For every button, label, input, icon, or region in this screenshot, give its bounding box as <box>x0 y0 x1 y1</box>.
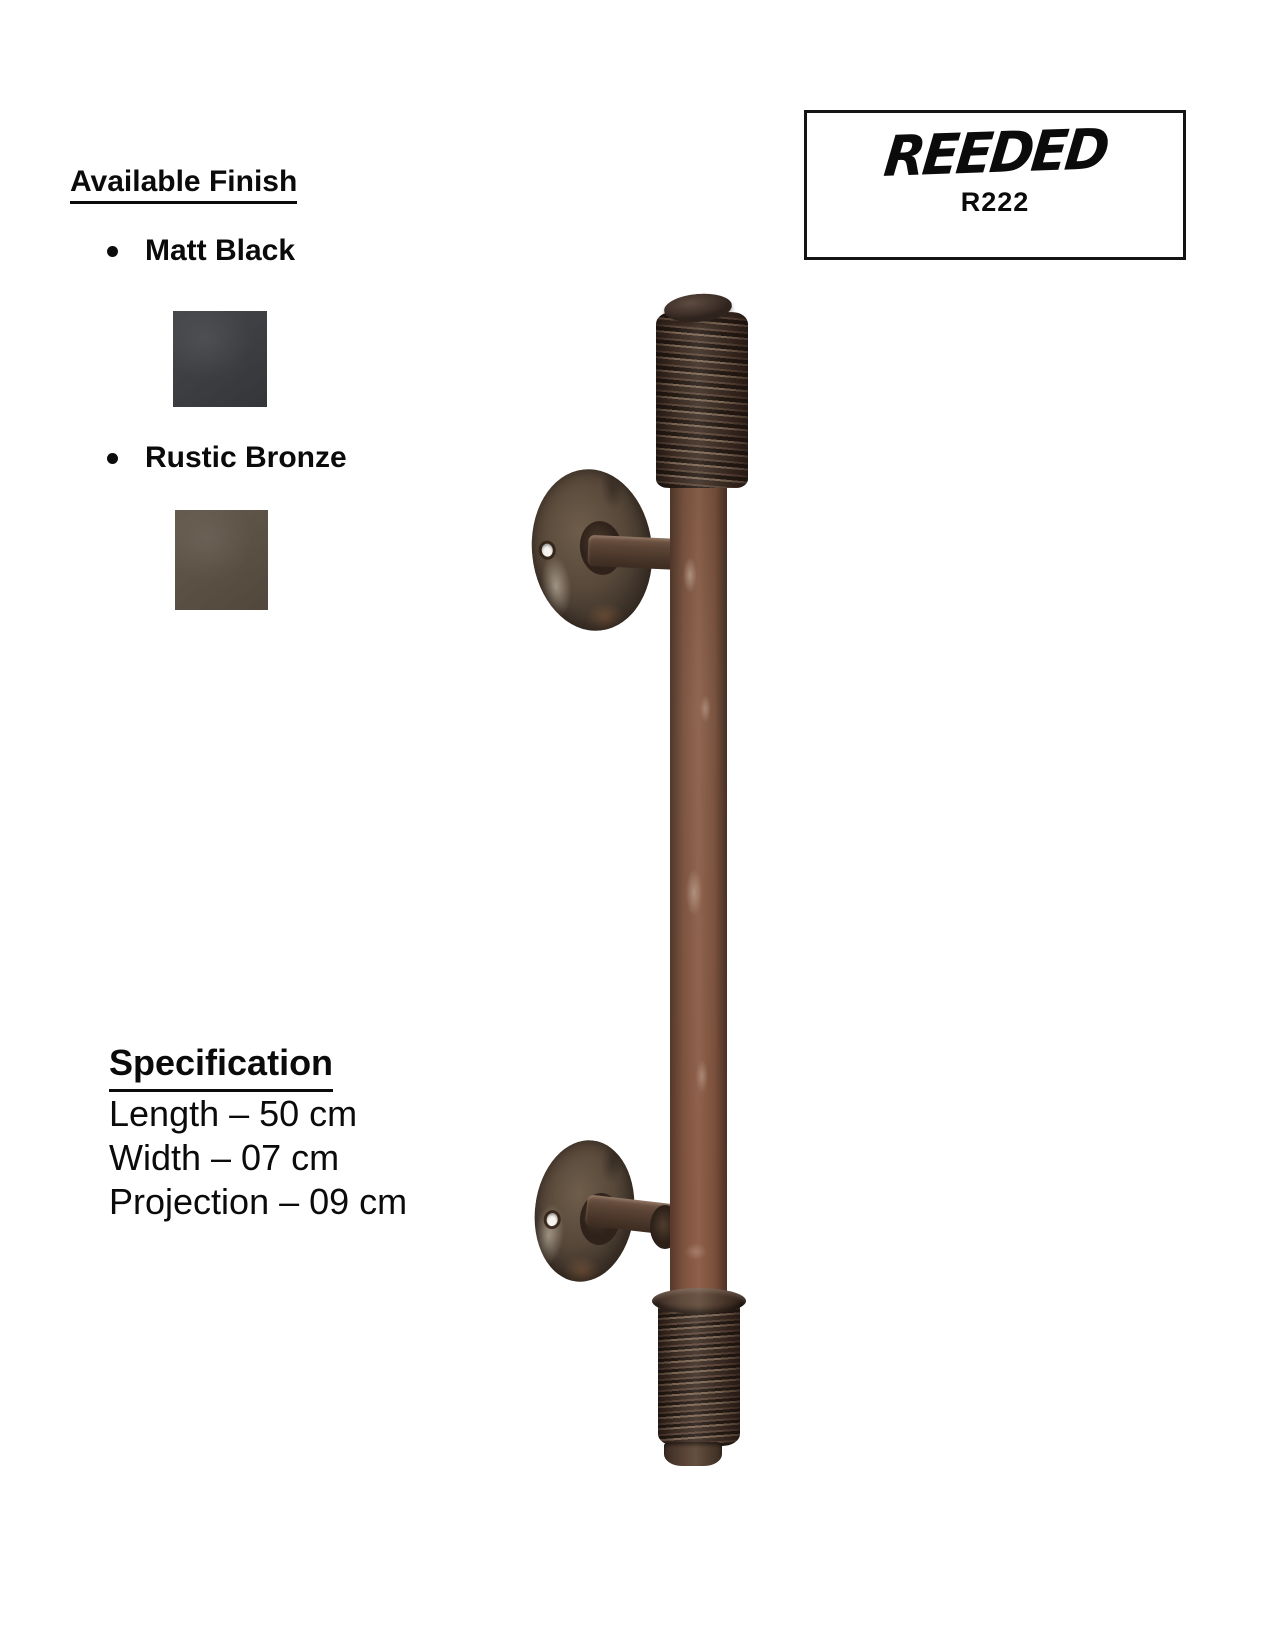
available-finish-heading: Available Finish <box>70 165 297 204</box>
matt-black-swatch <box>173 311 267 407</box>
end-cap-bottom <box>664 1442 722 1466</box>
finish-option-label: Matt Black <box>145 234 296 267</box>
screw-hole <box>546 1213 559 1227</box>
spec-projection: Projection – 09 cm <box>109 1181 408 1222</box>
specification-heading: Specification <box>109 1039 407 1092</box>
bullet-icon <box>107 246 118 257</box>
finish-option-label: Rustic Bronze <box>145 441 347 474</box>
spec-length: Length – 50 cm <box>109 1093 358 1134</box>
rustic-bronze-swatch <box>175 510 268 610</box>
spec-width: Width – 07 cm <box>109 1137 340 1178</box>
handle-shaft <box>670 475 727 1310</box>
product-title-box <box>804 110 1186 260</box>
reeded-collar-ring-bottom <box>652 1288 746 1314</box>
product-photo <box>480 290 790 1480</box>
product-name-text: REEDED <box>880 117 1110 190</box>
bullet-icon <box>107 453 118 464</box>
reeded-grip-bottom <box>658 1296 740 1446</box>
specification-block <box>109 1039 407 1224</box>
reeded-grip-top <box>656 312 748 488</box>
product-code: R222 <box>960 187 1030 217</box>
finish-option-matt-black <box>107 234 295 268</box>
finish-option-rustic-bronze <box>107 441 347 475</box>
product-name <box>807 113 1183 190</box>
screw-hole <box>541 543 553 557</box>
